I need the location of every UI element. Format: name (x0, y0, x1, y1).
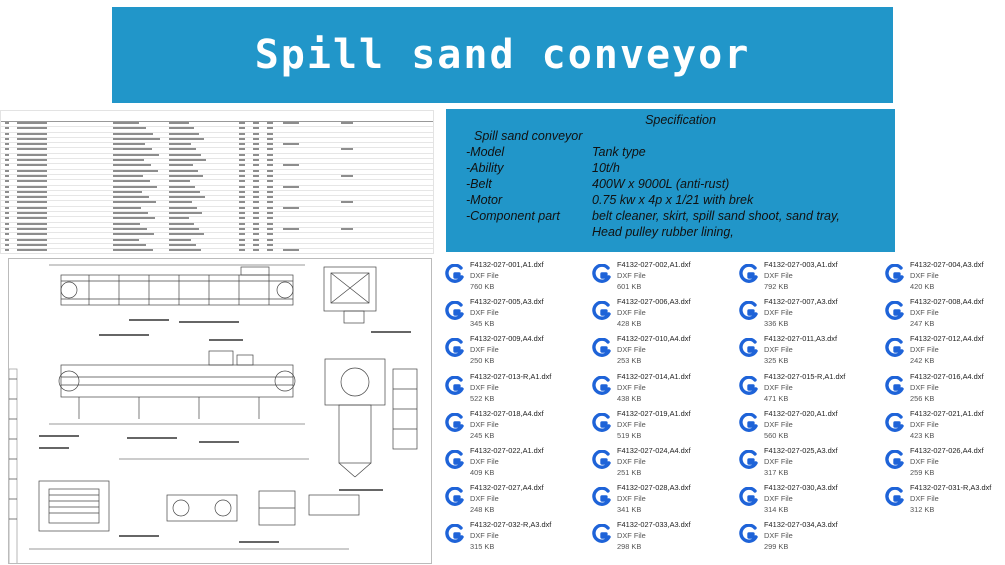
file-size: 256 KB (910, 393, 935, 403)
file-item[interactable] (440, 444, 580, 480)
dxf-file-icon (884, 301, 904, 323)
file-item[interactable] (587, 258, 727, 294)
dxf-file-icon (591, 487, 611, 509)
spec-value: belt cleaner, skirt, spill sand shoot, sand tray, (592, 209, 840, 223)
file-item[interactable] (440, 407, 580, 443)
file-size: 792 KB (764, 282, 789, 291)
file-name: F4132-027-004,A3.dxf (910, 260, 984, 269)
file-type: DXF File (617, 419, 646, 429)
file-size: 522 KB (470, 393, 495, 403)
file-size: 601 KB (617, 282, 642, 291)
file-type: DXF File (764, 271, 793, 280)
file-item[interactable] (440, 258, 580, 294)
spec-row (446, 176, 895, 192)
file-type: DXF File (910, 345, 939, 355)
file-name: F4132-027-028,A3.dxf (617, 483, 691, 493)
file-item[interactable] (880, 370, 1005, 406)
file-item[interactable] (587, 518, 727, 554)
file-name: F4132-027-025,A3.dxf (764, 446, 838, 455)
file-item[interactable] (587, 332, 727, 368)
parts-list-row (1, 249, 433, 254)
file-type: DXF File (910, 382, 939, 392)
file-size: 259 KB (910, 468, 935, 477)
spec-title: Specification (645, 113, 716, 127)
file-type: DXF File (910, 494, 939, 504)
file-type: DXF File (764, 531, 793, 541)
dxf-file-icon (444, 524, 464, 546)
file-size: 317 KB (764, 468, 789, 477)
dxf-file-icon (738, 450, 758, 472)
file-size: 298 KB (617, 542, 642, 552)
file-name: F4132-027-034,A3.dxf (764, 520, 838, 530)
file-type: DXF File (470, 531, 499, 541)
file-size: 245 KB (470, 430, 495, 440)
dxf-file-icon (591, 264, 611, 286)
file-name: F4132-027-030,A3.dxf (764, 483, 838, 493)
file-size: 345 KB (470, 319, 495, 329)
file-item[interactable] (734, 518, 874, 554)
file-type: DXF File (470, 494, 499, 504)
file-name: F4132-027-003,A1.dxf (764, 260, 838, 269)
file-type: DXF File (617, 457, 646, 466)
spec-key: -Component part (466, 209, 560, 223)
file-name: F4132-027-031-R,A3.dxf (910, 483, 992, 493)
spec-value: Tank type (592, 145, 646, 159)
spec-row (446, 224, 895, 240)
file-name: F4132-027-010,A4.dxf (617, 334, 691, 344)
file-size: 420 KB (910, 282, 935, 291)
dxf-file-icon (884, 450, 904, 472)
file-size: 471 KB (764, 393, 789, 403)
dxf-file-icon (444, 301, 464, 323)
spec-product: Spill sand conveyor (474, 129, 583, 143)
file-type: DXF File (764, 419, 793, 429)
file-size: 438 KB (617, 393, 642, 403)
dxf-file-icon (591, 338, 611, 360)
file-size: 242 KB (910, 356, 935, 366)
dxf-file-icon (738, 376, 758, 398)
file-item[interactable] (734, 295, 874, 331)
file-item[interactable] (880, 258, 1005, 294)
dxf-file-icon (884, 413, 904, 435)
file-size: 428 KB (617, 319, 642, 329)
spec-value: 400W x 9000L (anti-rust) (592, 177, 730, 191)
file-name: F4132-027-021,A1.dxf (910, 408, 984, 418)
file-type: DXF File (470, 271, 499, 280)
dxf-file-icon (444, 413, 464, 435)
file-size: 423 KB (910, 430, 935, 440)
dxf-file-icon (444, 338, 464, 360)
dxf-file-icon (738, 264, 758, 286)
spec-key: -Belt (466, 177, 492, 191)
parts-list-header (1, 111, 433, 122)
file-name: F4132-027-014,A1.dxf (617, 371, 691, 381)
file-item[interactable] (734, 407, 874, 443)
file-size: 247 KB (910, 319, 935, 329)
file-name: F4132-027-024,A4.dxf (617, 446, 691, 455)
dxf-file-icon (884, 376, 904, 398)
file-size: 315 KB (470, 542, 495, 552)
file-size: 250 KB (470, 356, 495, 366)
file-name: F4132-027-022,A1.dxf (470, 446, 544, 455)
file-name: F4132-027-002,A1.dxf (617, 260, 691, 269)
dxf-file-icon (591, 450, 611, 472)
file-list (440, 258, 1005, 565)
dxf-file-icon (591, 376, 611, 398)
file-size: 519 KB (617, 430, 642, 440)
file-type: DXF File (470, 457, 499, 466)
file-size: 248 KB (470, 505, 495, 515)
spec-row (446, 192, 895, 208)
spec-key: -Model (466, 145, 505, 159)
file-name: F4132-027-019,A1.dxf (617, 408, 691, 418)
file-type: DXF File (910, 271, 939, 280)
file-item[interactable] (440, 370, 580, 406)
file-type: DXF File (617, 531, 646, 541)
file-type: DXF File (764, 345, 793, 355)
file-name: F4132-027-007,A3.dxf (764, 297, 838, 307)
spec-value: 10t/h (592, 161, 620, 175)
dxf-file-icon (884, 264, 904, 286)
spec-key: -Ability (466, 161, 504, 175)
dxf-file-icon (884, 487, 904, 509)
spec-value: 0.75 kw x 4p x 1/21 with brek (592, 193, 754, 207)
engineering-drawing (8, 258, 432, 564)
file-type: DXF File (764, 494, 793, 504)
file-item[interactable] (734, 481, 874, 517)
file-type: DXF File (617, 271, 646, 280)
file-type: DXF File (910, 308, 939, 318)
dxf-file-icon (738, 487, 758, 509)
file-size: 314 KB (764, 505, 789, 515)
file-name: F4132-027-032-R,A3.dxf (470, 520, 552, 530)
dxf-file-icon (738, 301, 758, 323)
spec-row (446, 208, 895, 224)
file-name: F4132-027-016,A4.dxf (910, 371, 984, 381)
file-name: F4132-027-005,A3.dxf (470, 297, 544, 307)
file-type: DXF File (617, 382, 646, 392)
file-item[interactable] (880, 481, 1005, 517)
file-type: DXF File (617, 494, 646, 504)
file-size: 325 KB (764, 356, 789, 366)
dxf-file-icon (884, 338, 904, 360)
file-type: DXF File (910, 419, 939, 429)
spec-row (446, 144, 895, 160)
file-size: 409 KB (470, 468, 495, 477)
file-item[interactable] (734, 258, 874, 294)
file-size: 341 KB (617, 505, 642, 515)
file-item[interactable] (880, 407, 1005, 443)
file-name: F4132-027-006,A3.dxf (617, 297, 691, 307)
file-size: 560 KB (764, 430, 789, 440)
file-type: DXF File (470, 382, 499, 392)
file-item[interactable] (587, 407, 727, 443)
file-item[interactable] (880, 444, 1005, 480)
specification-panel (446, 109, 895, 252)
dxf-file-icon (591, 413, 611, 435)
file-size: 251 KB (617, 468, 642, 477)
file-type: DXF File (764, 382, 793, 392)
title-banner (112, 7, 893, 103)
file-name: F4132-027-013-R,A1.dxf (470, 371, 552, 381)
dxf-file-icon (444, 376, 464, 398)
file-item[interactable] (587, 444, 727, 480)
file-name: F4132-027-011,A3.dxf (764, 334, 837, 344)
file-name: F4132-027-008,A4.dxf (910, 297, 984, 307)
file-item[interactable] (440, 518, 580, 554)
spec-row (446, 160, 895, 176)
file-name: F4132-027-020,A1.dxf (764, 408, 838, 418)
file-name: F4132-027-001,A1.dxf (470, 260, 544, 269)
dxf-file-icon (738, 524, 758, 546)
file-type: DXF File (470, 419, 499, 429)
file-name: F4132-027-015-R,A1.dxf (764, 371, 846, 381)
file-item[interactable] (880, 295, 1005, 331)
file-type: DXF File (617, 308, 646, 318)
file-item[interactable] (440, 332, 580, 368)
spec-rows (446, 144, 895, 240)
file-type: DXF File (617, 345, 646, 355)
file-type: DXF File (764, 308, 793, 318)
dxf-file-icon (444, 264, 464, 286)
file-name: F4132-027-012,A4.dxf (910, 334, 984, 344)
file-size: 299 KB (764, 542, 789, 552)
file-size: 312 KB (910, 505, 935, 515)
file-item[interactable] (587, 370, 727, 406)
file-item[interactable] (587, 481, 727, 517)
file-type: DXF File (910, 457, 939, 466)
parts-list-table (0, 110, 434, 254)
file-size: 253 KB (617, 356, 642, 366)
file-name: F4132-027-009,A4.dxf (470, 334, 544, 344)
file-name: F4132-027-018,A4.dxf (470, 408, 544, 418)
conveyor-drawing-graphic (9, 259, 432, 564)
file-item[interactable] (880, 332, 1005, 368)
file-item[interactable] (734, 332, 874, 368)
file-size: 760 KB (470, 282, 495, 291)
dxf-file-icon (738, 413, 758, 435)
file-size: 336 KB (764, 319, 789, 329)
spec-key: -Motor (466, 193, 503, 207)
dxf-file-icon (444, 450, 464, 472)
file-item[interactable] (587, 295, 727, 331)
dxf-file-icon (591, 301, 611, 323)
file-type: DXF File (764, 457, 793, 466)
file-type: DXF File (470, 345, 499, 355)
file-type: DXF File (470, 308, 499, 318)
spec-value: Head pulley rubber lining, (592, 225, 734, 239)
dxf-file-icon (444, 487, 464, 509)
file-item[interactable] (734, 370, 874, 406)
file-item[interactable] (440, 481, 580, 517)
dxf-file-icon (738, 338, 758, 360)
file-name: F4132-027-033,A3.dxf (617, 520, 691, 530)
file-item[interactable] (440, 295, 580, 331)
file-name: F4132-027-027,A4.dxf (470, 483, 544, 493)
file-item[interactable] (734, 444, 874, 480)
dxf-file-icon (591, 524, 611, 546)
page-title: Spill sand conveyor (254, 32, 751, 78)
file-name: F4132-027-026,A4.dxf (910, 446, 984, 455)
